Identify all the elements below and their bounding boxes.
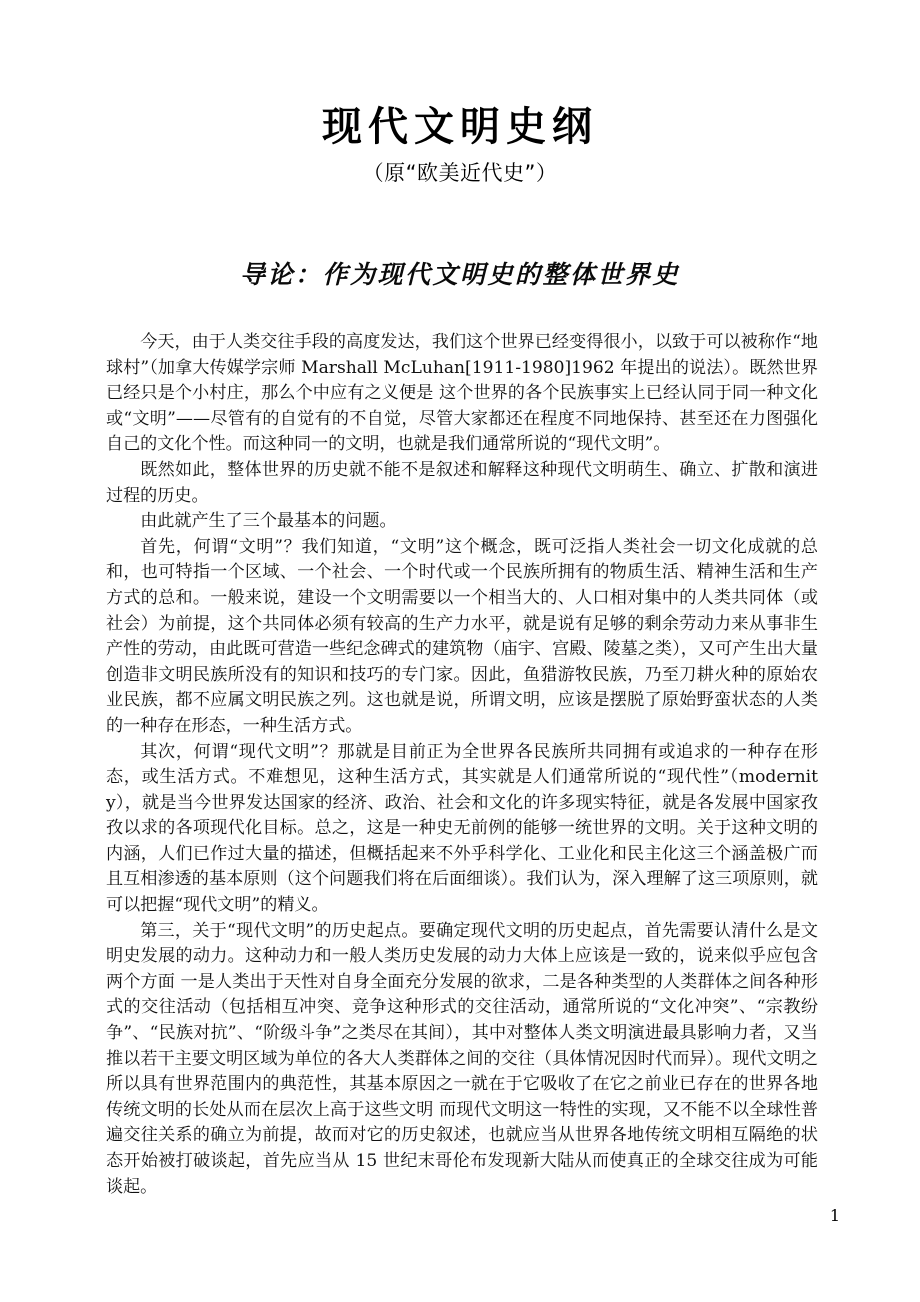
- paragraph: 由此就产生了三个最基本的问题。: [140, 511, 397, 532]
- paragraph: 第三，关于“现代文明”的历史起点。要确定现代文明的历史起点，首先需要认清什么是文明史发展的动力。这种动力和一般人类历史发展的动力大体上应该是一致的，说来似乎应包含两个方面 一是人类出于天性对自身全面充分发展的欲求，二是各种类型的人类群体之间各种形式的交往活动（包括相互冲突、竞争这种形式的交往活动，通常所说的“文化冲突”、“宗教纷争”、“民族对抗”、“阶级斗争”之类尽在其间），其中对整体人类文明演进最具影响力者，又当推以若干主要文明区域为单位的各大人类群体之间的交往（具体情况因时代而异）。现代文明之所以具有世界范围内的典范性，其基本原因之一就在于它吸收了在它之前业已存在的世界各地传统文明的长处从而在层次上高于这些文明 而现代文明这一特性的实现，又不能不以全球性普遍交往关系的确立为前提，故而对它的历史叙述，也就应当从世界各地传统文明相互隔绝的状态开始被打破谈起，首先应当从 15 世纪末哥伦布发现新大陆从而使真正的全球交往成为可能谈起。: [106, 920, 818, 1197]
- page-title: 现代文明史纲: [322, 104, 598, 150]
- body-text-block: [106, 330, 818, 1200]
- paragraph: 既然如此，整体世界的历史就不能不是叙述和解释这种现代文明萌生、确立、扩散和演进过程的历史。: [106, 459, 818, 506]
- page-number: 1: [829, 1206, 840, 1225]
- section-heading: 导论：作为现代文明史的整体世界史: [239, 260, 680, 289]
- paragraph: 首先，何谓“文明”？我们知道，“文明”这个概念，既可泛指人类社会一切文化成就的总和，也可特指一个区域、一个社会、一个时代或一个民族所拥有的物质生活、精神生活和生产方式的总和。一般来说，建设一个文明需要以一个相当大的、人口相对集中的人类共同体（或社会）为前提，这个共同体必须有较高的生产力水平，就是说有足够的剩余劳动力来从事非生产性的劳动，由此既可营造一些纪念碑式的建筑物（庙宇、宫殿、陵墓之类），又可产生出大量创造非文明民族所没有的知识和技巧的专门家。因此，鱼猎游牧民族，乃至刀耕火种的原始农业民族，都不应属文明民族之列。这也就是说，所谓文明，应该是摆脱了原始野蛮状态的人类的一种存在形态，一种生活方式。: [106, 536, 818, 736]
- paragraph: 其次，何谓“现代文明”？那就是目前正为全世界各民族所共同拥有或追求的一种存在形态，或生活方式。不难想见，这种生活方式，其实就是人们通常所说的“现代性”（modernity），就是当今世界发达国家的经济、政治、社会和文化的许多现实特征，就是各发展中国家孜孜以求的各项现代化目标。总之，这是一种史无前例的能够一统世界的文明。关于这种文明的内涵，人们已作过大量的描述，但概括起来不外乎科学化、工业化和民主化这三个涵盖极广而且互相渗透的基本原则（这个问题我们将在后面细谈）。我们认为，深入理解了这三项原则，就可以把握“现代文明”的精义。: [106, 741, 818, 916]
- page-subtitle: （原“欧美近代史”）: [362, 161, 558, 185]
- paragraph: 今天，由于人类交往手段的高度发达，我们这个世界已经变得很小，以致于可以被称作“地球村”（加拿大传媒学宗师 Marshall McLuhan[1911-1980]1962 年提出的说法）。既然世界已经只是个小村庄，那么个中应有之义便是 这个世界的各个民族事实上已经认同于同一种文化或“文明”——尽管有的自觉有的不自觉，尽管大家都还在程度不同地保持、甚至还在力图强化自己的文化个性。而这种同一的文明，也就是我们通常所说的“现代文明”。: [106, 332, 818, 455]
